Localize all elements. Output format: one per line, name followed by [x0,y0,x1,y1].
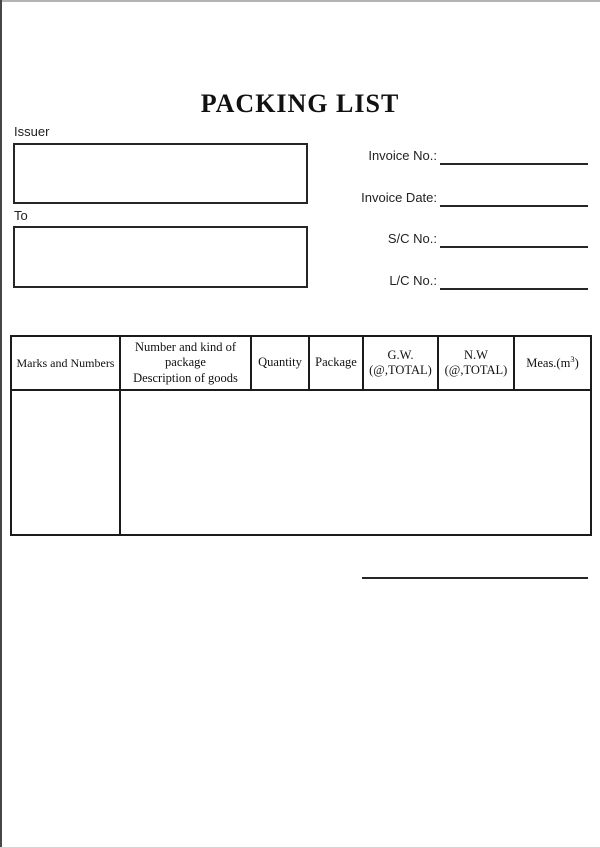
col-header-package [309,336,363,390]
col-header-text: Package [315,355,357,370]
invoice-no-input[interactable] [440,148,588,165]
col-header-text: Meas.(m [526,355,571,370]
field-row-sc-no [0,231,600,249]
issuer-label: Issuer [14,124,50,139]
sc-no-input[interactable] [440,231,588,248]
col-header-text: Number and kind of [134,340,237,355]
table-header-row [11,336,591,390]
page-edge-top [0,0,600,2]
col-header-text: Marks and Numbers [16,355,115,370]
col-header-quantity [251,336,309,390]
superscript-3: 3 [570,353,575,364]
packing-list-table [10,335,592,536]
to-label: To [14,208,28,223]
invoice-date-label: Invoice Date: [361,190,437,205]
col-header-text: G.W. [387,347,414,362]
col-header-gross-weight [363,336,438,390]
sc-no-label: S/C No.: [387,231,437,246]
col-header-package-description [120,336,251,390]
col-header-text: Quantity [258,355,302,370]
invoice-no-label: Invoice No.: [368,148,437,163]
table-body-row [11,390,591,535]
col-header-text: ) [574,355,579,370]
page-edge-left [0,0,2,848]
col-header-text: N.W [464,347,488,362]
goods-details-cell[interactable] [120,390,591,535]
page-title: PACKING LIST [200,89,400,118]
invoice-date-input[interactable] [440,190,588,207]
field-row-invoice-date [0,190,600,208]
col-header-text: package [165,355,206,370]
col-header-text: (@,TOTAL) [444,363,508,377]
marks-and-numbers-cell[interactable] [11,390,120,535]
field-row-invoice-no [0,148,600,166]
lc-no-label: L/C No.: [389,273,437,288]
lc-no-input[interactable] [440,273,588,290]
field-row-lc-no [0,273,600,291]
col-header-marks-and-numbers [11,336,120,390]
col-header-net-weight [438,336,514,390]
col-header-measurement [514,336,591,390]
col-header-text: (@,TOTAL) [369,363,432,377]
col-header-text: Description of goods [133,370,238,385]
signature-total-line[interactable] [362,562,588,579]
